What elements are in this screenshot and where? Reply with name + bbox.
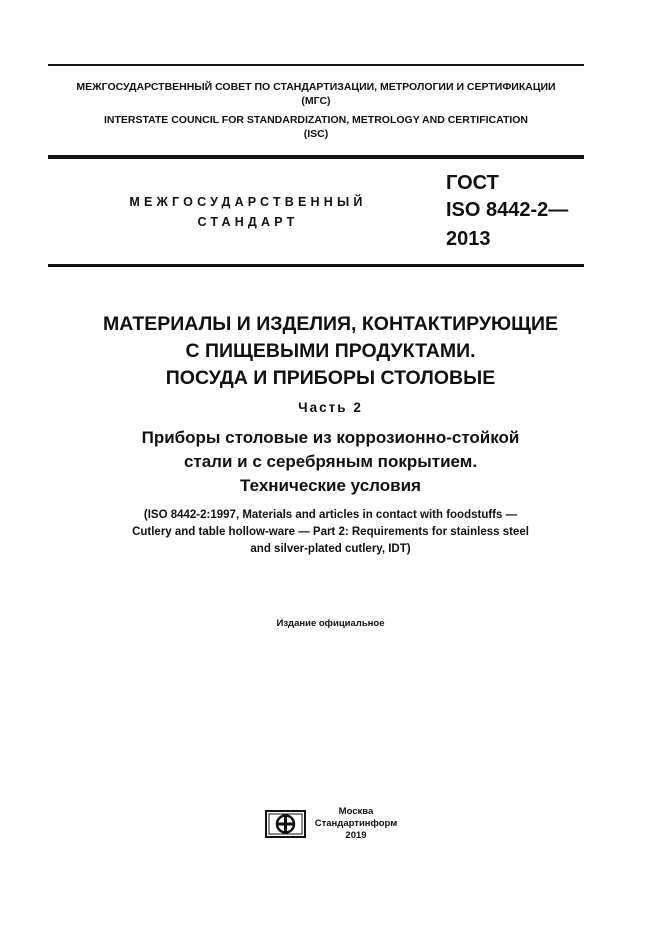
edition-label: Издание официальное [276,618,385,629]
council-abbr-en: (ISC) [303,128,329,140]
gost-designation-line2: ISO 8442-2— [446,199,569,221]
part-title-line3: Технические условия [240,476,421,495]
top-rule [48,64,584,66]
imprint-publisher: Стандартинформ [314,818,398,829]
part-title-line1: Приборы столовые из коррозионно-стойкой [141,428,520,447]
iso-reference-line1: (ISO 8442-2:1997, Materials and articles in contact with foodstuffs — [143,509,518,521]
part-number: Часть 2 [298,400,363,415]
gost-designation-year: 2013 [446,228,491,250]
part-title-line2: стали и с серебряным покрытием. [183,452,478,471]
iso-reference-line2: Cutlery and table hollow-ware — Part 2: Requirements for stainless steel [132,526,529,538]
header-rule [48,155,584,159]
iso-reference-line3: and silver-plated cutlery, IDT) [250,543,411,555]
council-abbr-ru: (МГС) [301,95,331,107]
designation-rule [48,264,584,267]
document-title-line2: С ПИЩЕВЫМИ ПРОДУКТАМИ. [185,340,476,362]
document-title-line1: МАТЕРИАЛЫ И ИЗДЕЛИЯ, КОНТАКТИРУЮЩИЕ [102,313,559,335]
standard-type-line2: СТАНДАРТ [197,215,299,229]
council-name-en: INTERSTATE COUNCIL FOR STANDARDIZATION, METROLOGY AND CERTIFICATION [103,114,529,126]
imprint-city: Москва [338,806,374,817]
imprint-year: 2019 [345,830,367,841]
council-name-ru: МЕЖГОСУДАРСТВЕННЫЙ СОВЕТ ПО СТАНДАРТИЗАЦИИ, МЕТРОЛОГИИ И СЕРТИФИКАЦИИ [76,81,556,93]
document-title-line3: ПОСУДА И ПРИБОРЫ СТОЛОВЫЕ [165,367,496,389]
standard-type-line1: МЕЖГОСУДАРСТВЕННЫЙ [129,195,367,209]
gost-designation-line1: ГОСТ [446,172,499,194]
